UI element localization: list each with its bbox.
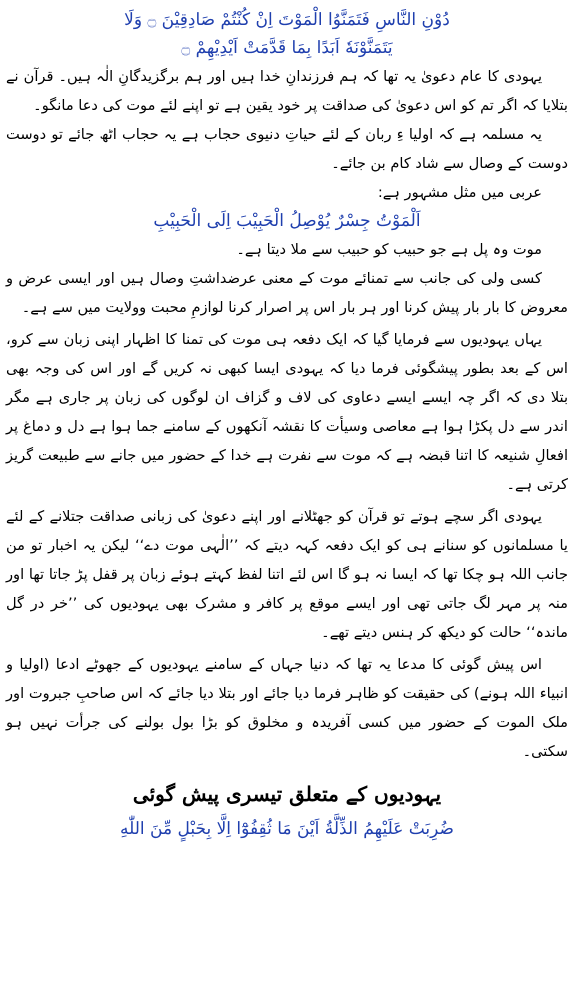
paragraph-3: عربی میں مثل مشہور ہے: xyxy=(377,184,542,201)
verse-line-1-text: دُوْنِ النَّاسِ فَتَمَنَّوُا الْمَوْتَ اِنْ كُنْتُمْ صَادِقِيْنَ xyxy=(161,10,450,30)
paragraph-4: کسی ولی کی جانب سے تمنائے موت کے معنی عرضداشتِ وصال ہیں اور ایسی عرض و معروض کا بار بار پیش کرنا اور ہر بار اس پر اصرار کرنا لوازمِ محبت وولایت میں سے ہے۔ xyxy=(6,270,568,316)
paragraph-2: یہ مسلمہ ہے کہ اولیا ءِ ربان کے لئے حیاتِ دنیوی حجاب ہے یہ حجاب اٹھ جائے تو دوست دوست کے وصال سے شاد کام بن جائے۔ xyxy=(6,126,568,172)
ayah-marker-icon: ۝ xyxy=(147,11,157,29)
quran-verse-bottom: ضُرِبَتْ عَلَيْهِمُ الذِّلَّةُ اَيْنَ مَا ثُقِفُوْٓا اِلَّا بِحَبْلٍ مِّنَ اللّٰهِ xyxy=(120,819,454,839)
proverb-translation: موت وہ پل ہے جو حبیب کو حبیب سے ملا دیتا ہے۔ xyxy=(236,241,542,258)
paragraph-7: اس پیش گوئی کا مدعا یہ تھا کہ دنیا جہاں کے سامنے یہودیوں کے جھوٹے ادعا (اولیا و انبیاء اللہ ہونے) کی حقیقت کو ظاہر فرما دیا جائے اور بتلا دیا جائے کہ اس صاحبِ جبروت اور ملک الموت کے حضور میں کسی آفریدہ و مخلوق کو بڑا بول بولنے کی جرأت نہیں ہو سکتی۔ xyxy=(6,656,568,760)
paragraph-5: یہاں یہودیوں سے فرمایا گیا کہ ایک دفعہ ہی موت کی تمنا کا اظہار اپنی زبان سے کرو، اس کے بعد بطور پیشگوئی فرما دیا کہ یہودی ایسا کبھی نہ کریں گے اور اس کی وجہ بھی بتلا دی کہ اگر چہ ایسے ایسے دعاوی کی لاف و گزاف ان لوگوں کی زبان پر جاری ہے مگر اندر سے دل پکڑا ہوا ہے معاصی وسیأت کا نقشہ آنکھوں کے سامنے جما ہوا ہے دل و دماغ پر افعالِ شنیعہ کا اتنا قبضہ ہے کہ موت سے نفرت ہے خدا کے حضور میں جانے سے طبیعت گریز کرتی ہے۔ xyxy=(6,331,568,493)
ayah-marker-icon: ۝ xyxy=(181,39,191,57)
proverb-arabic: اَلْمَوْتُ جِسْرٌ يُوْصِلُ الْحَبِيْبَ اِلَى الْحَبِيْبِ xyxy=(153,211,421,231)
paragraph-6: یہودی اگر سچے ہوتے تو قرآن کو جھٹلانے اور اپنے دعویٰ کی زبانی صداقت جتلانے کے لئے یا مسلمانوں کو سنانے ہی کو ایک دفعہ کہہ دیتے کہ ’’الٰہی موت دے‘‘ لیکن یہ اخبار تو من جانب اللہ ہو چکا تھا کہ ایسا نہ ہو گا اس لئے اتنا لفظ کہتے ہوئے زبان پر قفل پڑ جاتا تھا اور منہ پر مہر لگ جاتی تھی اور ایسے موقع پر کافر و مشرک بھی یہودیوں کی ’’خر در گل ماندہ‘‘ حالت کو دیکھ کر ہنس دیتے تھے۔ xyxy=(6,508,568,641)
verse-line-1 xyxy=(6,6,568,34)
quran-verse-top xyxy=(6,0,568,62)
verse-line-2-text: يَتَمَنَّوْنَهٗ اَبَدًا بِمَا قَدَّمَتْ اَيْدِيْهِمْ xyxy=(195,38,393,58)
verse-line-2 xyxy=(6,34,568,62)
verse-line-1-tail: وَلَا xyxy=(124,10,143,30)
section-heading: یہودیوں کے متعلق تیسری پیش گوئی xyxy=(132,782,442,806)
paragraph-1: یہودی کا عام دعویٰ یہ تھا کہ ہم فرزندانِ خدا ہیں اور ہم برگزیدگانِ الٰہ ہیں۔ قرآن نے بتلایا کہ اگر تم کو اس دعویٰ کی صداقت پر خود یقین ہے تو اپنے لئے موت کی دعا مانگو۔ xyxy=(6,68,568,114)
